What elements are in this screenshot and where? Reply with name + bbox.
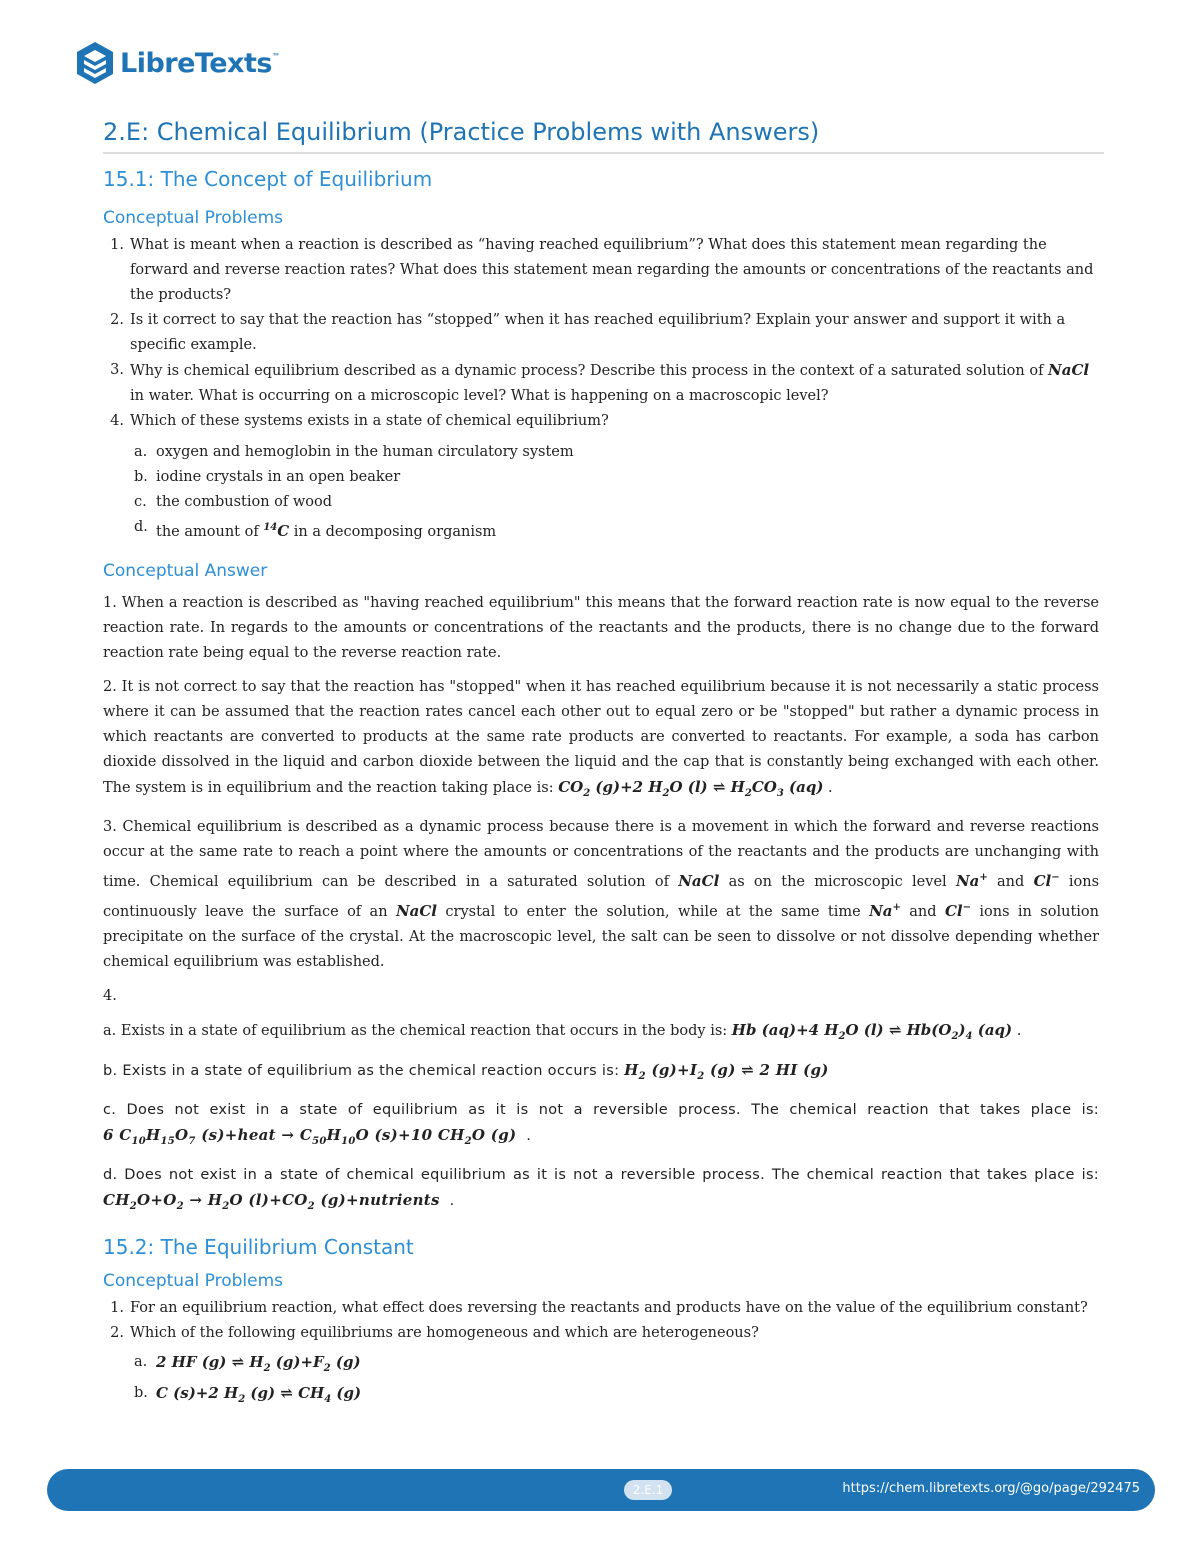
section-heading-15-1: 15.1: The Concept of Equilibrium xyxy=(103,167,433,191)
conceptual-answer-heading: Conceptual Answer xyxy=(103,561,268,581)
sub-item-list-2 xyxy=(128,1350,1099,1412)
page-number: 2.E.1 xyxy=(624,1480,672,1500)
page-content xyxy=(103,118,1099,1412)
answer-4d: d. Does not exist in a state of chemical equilibrium as it is not a reversible process. The chemical reaction that takes place is: $CH_2O+O_2 \to H_2O$ $(l)+CO_2$ (g)+nutrients . xyxy=(103,1167,1099,1212)
equation-hydrogen-iodide: $H_2$ $(g)+I_2$ (g) ⇌ 2 HI (g) xyxy=(624,1061,829,1082)
list-item: b. iodine crystals in an open beaker xyxy=(134,469,401,485)
answer-4c: c. Does not exist in a state of equilibrium as it is not a reversible process. The chemical reaction that takes place is: 6 $C_{10}H_{15}O_7$ (s)+heat → $C_{50}H_{10}O$ (s)+10 $CH_2O$ (g) . xyxy=(103,1102,1099,1147)
libretexts-logo[interactable] xyxy=(74,40,279,86)
formula-carbon-14: $^{14}$C xyxy=(263,522,290,540)
list-item: 4. Which of these systems exists in a state of chemical equilibrium? xyxy=(110,413,609,429)
list-item: a. 2 HF (g) ⇌ $H_2$ $(g)+F_2$ (g) xyxy=(128,1350,1099,1381)
list-item: d. the amount of $^{14}$C in a decomposing organism xyxy=(134,519,497,540)
list-item: c. the combustion of wood xyxy=(134,494,333,510)
list-item: 1. What is meant when a reaction is described as “having reached equilibrium”? What does this statement mean regarding the forward and reverse reaction rates? What does this statement mean regarding the amounts or concentrations of the reactants and the products? xyxy=(110,237,1094,303)
equation-hf: 2 HF (g) ⇌ $H_2$ $(g)+F_2$ (g) xyxy=(156,1353,361,1374)
problem-list xyxy=(103,233,1099,434)
list-item: a. oxygen and hemoglobin in the human circulatory system xyxy=(134,444,574,460)
brand-name: LibreTexts™ xyxy=(120,47,280,79)
answer-4a: a. Exists in a state of equilibrium as the chemical reaction that occurs in the body is: Hb (aq)+4 $H_2O$ (l) ⇌ $Hb(O_2)_4$ (aq) . xyxy=(103,1021,1022,1042)
equation-methane: C (s)+2 $H_2$ (g) ⇌ $CH_4$ (g) xyxy=(156,1384,362,1405)
conceptual-problems-heading-2: Conceptual Problems xyxy=(103,1271,283,1291)
formula-nacl: NaCl xyxy=(1048,361,1090,379)
list-item: b. C (s)+2 $H_2$ (g) ⇌ $CH_4$ (g) xyxy=(128,1381,1099,1412)
equation-combustion: 6 $C_{10}H_{15}O_7$ (s)+heat → $C_{50}H_{10}O$ (s)+10 $CH_2O$ (g) xyxy=(103,1126,517,1147)
sub-item-list xyxy=(128,440,1099,545)
page-footer xyxy=(47,1469,1155,1511)
libretexts-logo-icon xyxy=(74,40,116,86)
answer-3: 3. Chemical equilibrium is described as a dynamic process because there is a movement in which the forward and reverse reactions occur at the same rate to reach a point where the amounts or concentrations of the reactants and the products are unchanging with time. Chemical equilibrium can be described in a saturated solution of NaCl as on the microscopic level Na+ and Cl− ions continuously leave the surface of an NaCl crystal to enter the solution, while at the same time Na+ and Cl− ions in solution precipitate on the surface of the crystal. At the macroscopic level, the salt can be seen to dissolve or not dissolve depending whether chemical equilibrium was established. xyxy=(103,819,1100,970)
conceptual-problems-heading: Conceptual Problems xyxy=(103,208,283,228)
list-item: 3. Why is chemical equilibrium described as a dynamic process? Describe this process in the context of a saturated solution of NaCl in water. What is occurring on a microscopic level? What is happening on a macroscopic level? xyxy=(110,361,1090,404)
page-title: 2.E: Chemical Equilibrium (Practice Problems with Answers) xyxy=(103,118,1104,154)
section-heading-15-2: 15.2: The Equilibrium Constant xyxy=(103,1235,414,1259)
list-item: 2. Is it correct to say that the reaction has “stopped” when it has reached equilibrium? Explain your answer and support it with a specific example. xyxy=(110,312,1066,353)
page-url-link[interactable]: https://chem.libretexts.org/@go/page/292475 xyxy=(842,1481,1140,1496)
answer-1: 1. When a reaction is described as "having reached equilibrium" this means that the forward reaction rate is now equal to the reverse reaction rate. In regards to the amounts or concentrations of the reactants and the products, there is no change due to the forward reaction rate being equal to the reverse reaction rate. xyxy=(103,595,1099,661)
equation-co2: $CO_2$ (g)+2 $H_2O$ (l) ⇌ $H_2CO_3$ (aq) xyxy=(558,778,824,799)
answer-2: 2. It is not correct to say that the reaction has "stopped" when it has reached equilibrium because it is not necessarily a static process where it can be assumed that the reaction rates cancel each other out to equal zero or be "stopped" but rather a dynamic process in which reactants are converted to products at the same rate products are converted to reactants. For example, a soda has carbon dioxide dissolved in the liquid and carbon dioxide between the liquid and the cap that is constantly being exchanged with each other. The system is in equilibrium and the reaction taking place is: $CO_2$ (g)+2 $H_2O$ (l) ⇌ $H_2CO_3$ (aq) . xyxy=(103,679,1099,799)
list-item: 1. For an equilibrium reaction, what effect does reversing the reactants and products have on the value of the equilibrium constant? xyxy=(110,1300,1088,1316)
equation-hemoglobin: Hb (aq)+4 $H_2O$ (l) ⇌ $Hb(O_2)_4$ (aq) xyxy=(731,1021,1013,1042)
answer-4b: b. Exists in a state of equilibrium as the chemical reaction occurs is: $H_2$ $(g)+I_2$ (g) ⇌ 2 HI (g) xyxy=(103,1061,829,1082)
problem-list-2 xyxy=(103,1296,1099,1346)
answer-4-label: 4. xyxy=(103,988,117,1004)
equation-decomposition: $CH_2O+O_2 \to H_2O$ $(l)+CO_2$ (g)+nutrients xyxy=(103,1191,440,1212)
list-item: 2. Which of the following equilibriums are homogeneous and which are heterogeneous? xyxy=(110,1325,759,1341)
